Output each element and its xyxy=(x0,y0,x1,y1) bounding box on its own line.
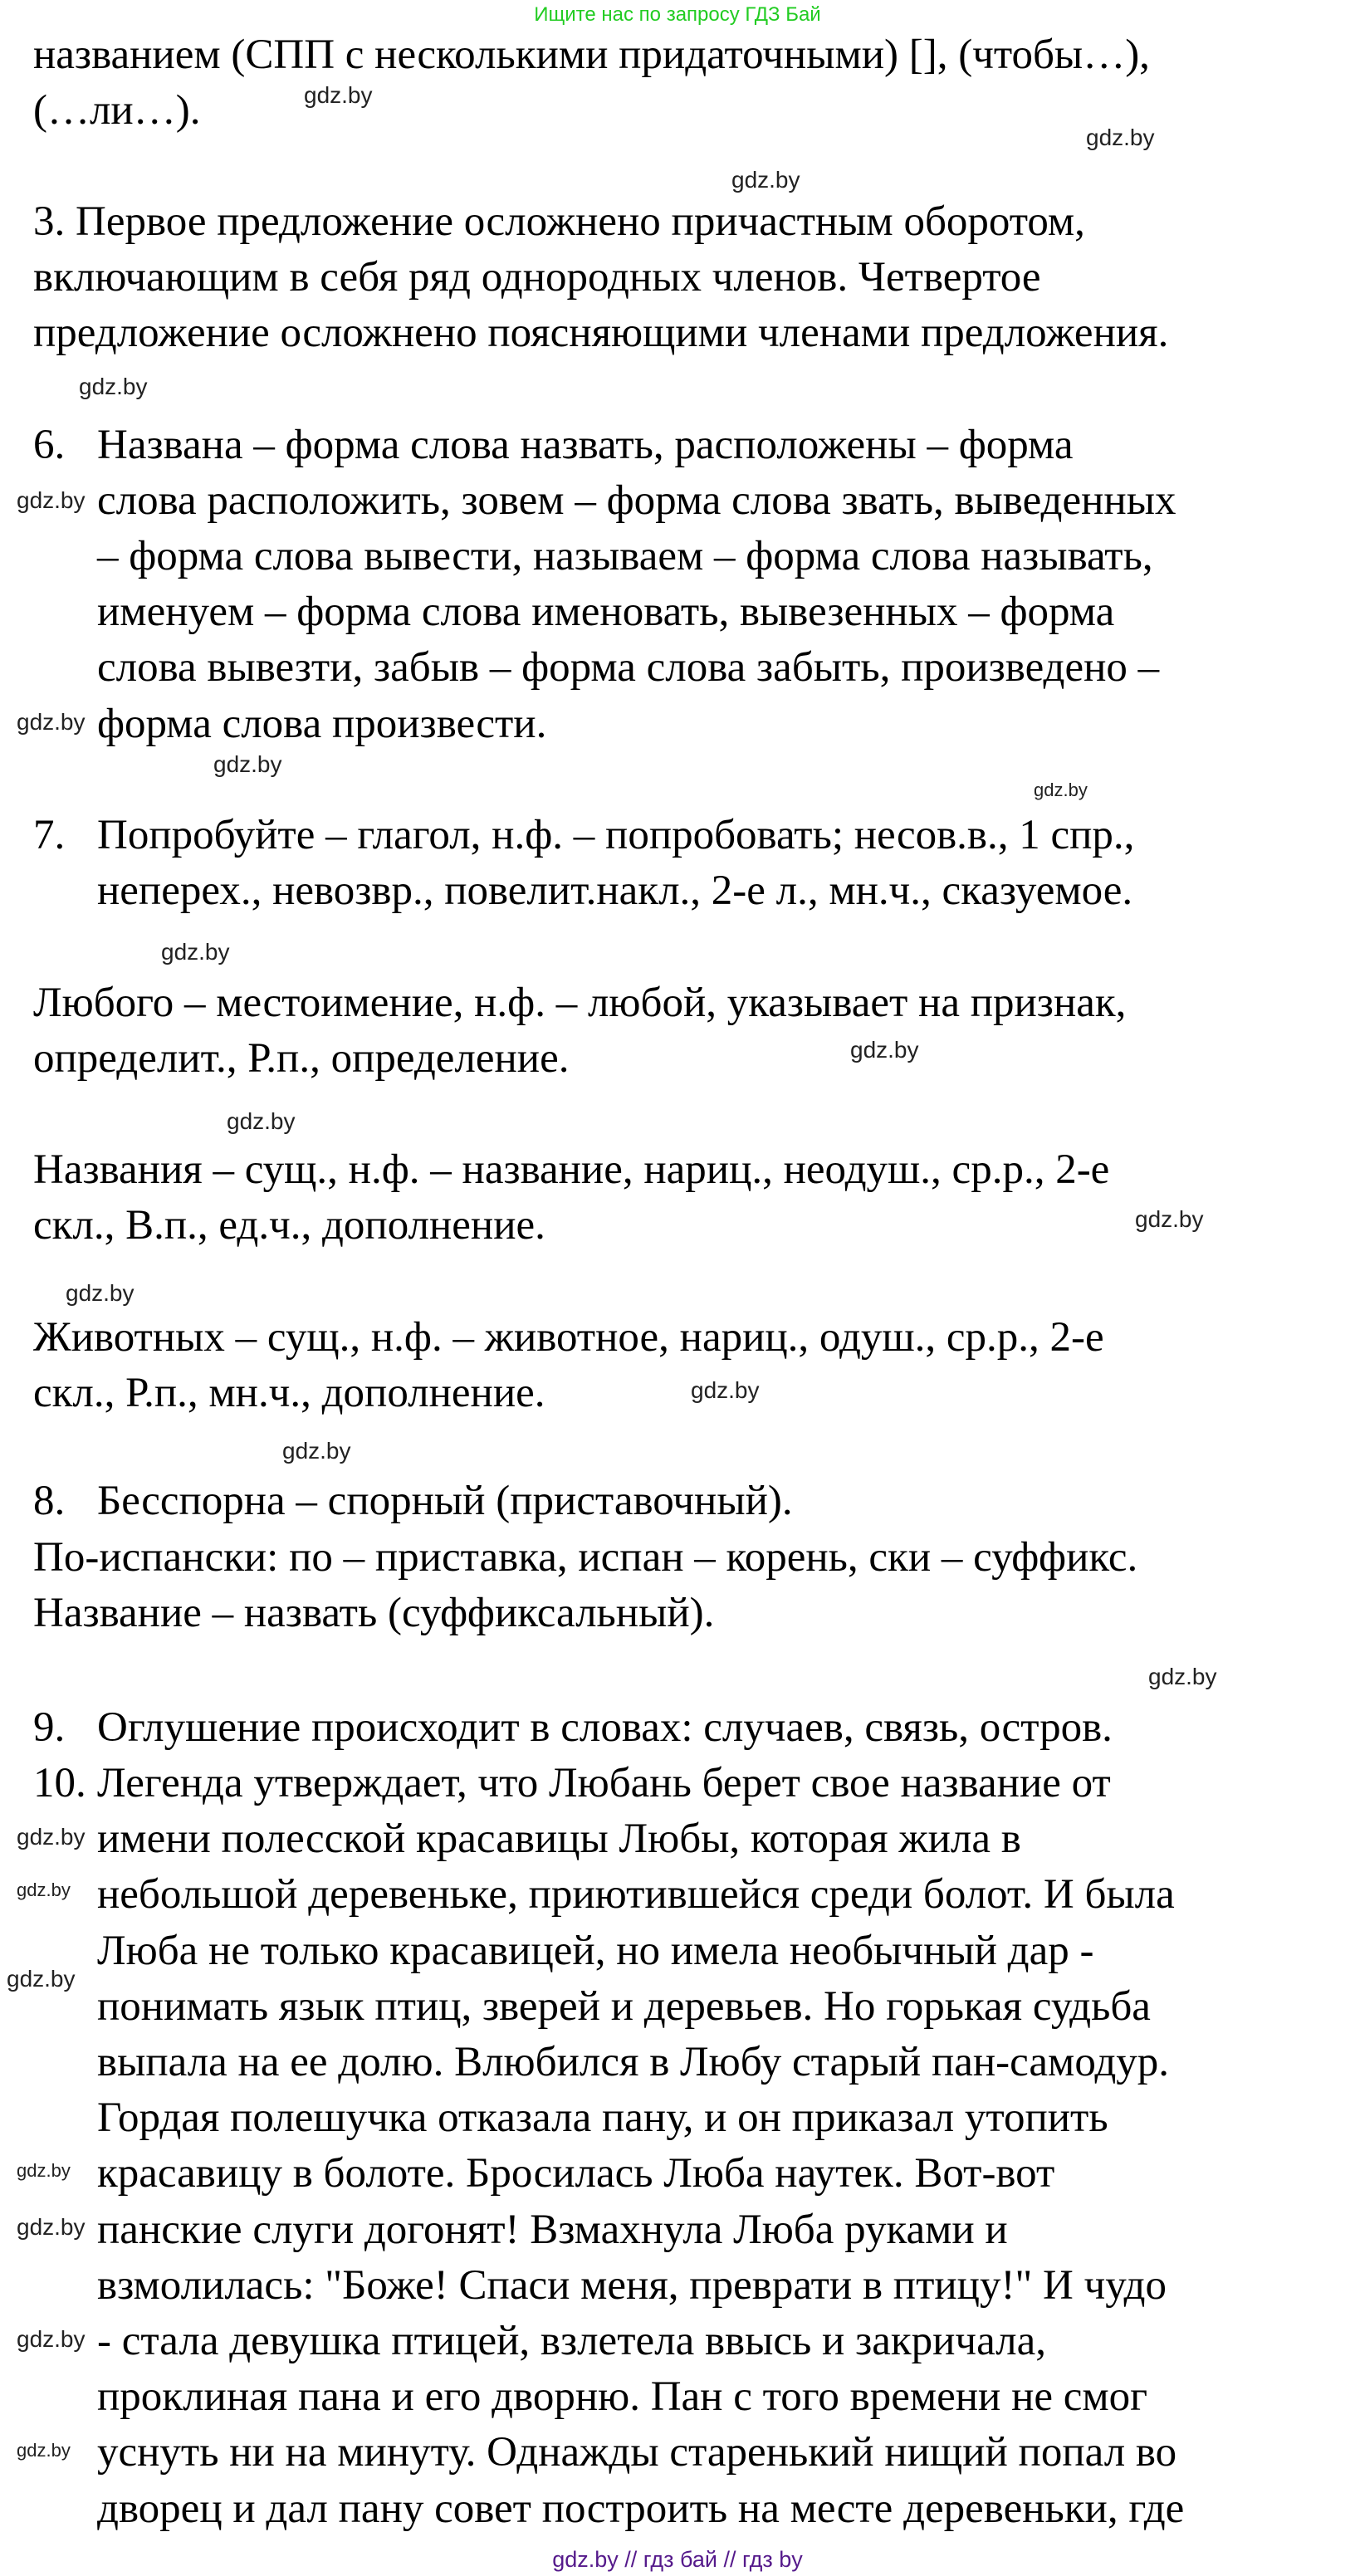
text-line: выпала на ее долю. Влюбился в Любу старый пан-самодур. xyxy=(97,2039,1170,2085)
watermark: gdz.by xyxy=(1148,1664,1217,1689)
text-line: (…ли…). xyxy=(33,87,201,134)
footer-links[interactable]: gdz.by // гдз бай // гдз by xyxy=(552,2547,803,2572)
watermark: gdz.by xyxy=(161,939,230,965)
text-line: предложение осложнено поясняющими членами предложения. xyxy=(33,310,1169,356)
text-line: слова расположить, зовем – форма слова звать, выведенных xyxy=(97,477,1176,524)
text-line: названием (СПП с несколькими придаточными) [], (чтобы…), xyxy=(33,32,1150,78)
text-line: Гордая полешучка отказала пану, и он приказал утопить xyxy=(97,2095,1108,2141)
text-line: - стала девушка птицей, взлетела ввысь и закричала, xyxy=(97,2318,1046,2364)
watermark: gdz.by xyxy=(227,1108,296,1134)
text-line: Попробуйте – глагол, н.ф. – попробовать; несов.в., 1 спр., xyxy=(97,812,1135,858)
watermark: gdz.by xyxy=(17,2440,71,2461)
text-line: слова вывезти, забыв – форма слова забыть, произведено – xyxy=(97,644,1160,691)
text-line: небольшой деревеньке, приютившейся среди болот. И была xyxy=(97,1871,1175,1918)
text-line: включающим в себя ряд однородных членов. Четвертое xyxy=(33,254,1041,301)
text-line: неперех., невозвр., повелит.накл., 2-е л., мн.ч., сказуемое. xyxy=(97,868,1133,914)
watermark: gdz.by xyxy=(17,2214,86,2240)
watermark: gdz.by xyxy=(850,1037,919,1063)
watermark: gdz.by xyxy=(17,487,86,513)
watermark: gdz.by xyxy=(213,751,282,777)
watermark: gdz.by xyxy=(731,167,800,193)
watermark: gdz.by xyxy=(1135,1206,1204,1232)
text-line: дворец и дал пану совет построить на месте деревеньки, где xyxy=(97,2486,1185,2532)
text-line: Названия – сущ., н.ф. – название, нариц., неодуш., ср.р., 2-е xyxy=(33,1146,1110,1193)
text-line: Легенда утверждает, что Любань берет свое название от xyxy=(97,1760,1111,1806)
text-line: – форма слова вывести, называем – форма слова называть, xyxy=(97,533,1153,579)
text-line: 3. Первое предложение осложнено причастным оборотом, xyxy=(33,198,1085,245)
watermark: gdz.by xyxy=(691,1377,760,1403)
text-line: Бесспорна – спорный (приставочный). xyxy=(97,1478,793,1524)
search-hint-banner: Ищите нас по запросу ГДЗ Бай xyxy=(534,3,821,26)
item-number: 8. xyxy=(33,1478,66,1524)
text-line: взмолилась: "Боже! Спаси меня, преврати в птицу!" И чудо xyxy=(97,2262,1167,2309)
text-line: скл., В.п., ед.ч., дополнение. xyxy=(33,1202,545,1249)
watermark: gdz.by xyxy=(79,374,148,399)
text-line: Названа – форма слова назвать, расположены – форма xyxy=(97,422,1074,468)
text-line: Любого – местоимение, н.ф. – любой, указывает на признак, xyxy=(33,980,1127,1026)
item-number: 7. xyxy=(33,812,66,858)
text-line: Название – назвать (суффиксальный). xyxy=(33,1590,715,1636)
item-number: 9. xyxy=(33,1704,66,1751)
text-line: имени полесской красавицы Любы, которая жила в xyxy=(97,1816,1021,1862)
text-line: Люба не только красавицей, но имела необычный дар - xyxy=(97,1928,1094,1974)
text-line: уснуть ни на минуту. Однажды старенький нищий попал во xyxy=(97,2429,1177,2476)
watermark: gdz.by xyxy=(17,1879,71,1900)
text-line: определит., Р.п., определение. xyxy=(33,1035,570,1082)
item-number: 6. xyxy=(33,422,66,468)
text-line: именуем – форма слова именовать, вывезенных – форма xyxy=(97,589,1115,635)
watermark: gdz.by xyxy=(17,709,86,735)
text-line: красавицу в болоте. Бросилась Люба наутек. Вот-вот xyxy=(97,2150,1055,2197)
watermark: gdz.by xyxy=(17,1824,86,1850)
text-line: скл., Р.п., мн.ч., дополнение. xyxy=(33,1370,545,1416)
watermark: gdz.by xyxy=(304,82,373,108)
text-line: проклиная пана и его дворню. Пан с того времени не смог xyxy=(97,2373,1148,2420)
watermark: gdz.by xyxy=(1034,780,1088,800)
text-line: Животных – сущ., н.ф. – животное, нариц., одуш., ср.р., 2-е xyxy=(33,1314,1104,1361)
item-number: 10. xyxy=(33,1760,86,1806)
watermark: gdz.by xyxy=(17,2160,71,2181)
text-line: панские слуги догонят! Взмахнула Люба руками и xyxy=(97,2207,1008,2253)
watermark: gdz.by xyxy=(282,1438,351,1464)
watermark: gdz.by xyxy=(66,1280,135,1306)
text-line: По-испански: по – приставка, испан – корень, ски – суффикс. xyxy=(33,1534,1138,1581)
watermark: gdz.by xyxy=(1086,125,1155,150)
text-line: Оглушение происходит в словах: случаев, связь, остров. xyxy=(97,1704,1113,1751)
text-line: форма слова произвести. xyxy=(97,701,547,747)
watermark: gdz.by xyxy=(17,2326,86,2352)
text-line: понимать язык птиц, зверей и деревьев. Но горькая судьба xyxy=(97,1983,1151,2030)
watermark: gdz.by xyxy=(7,1966,76,1992)
